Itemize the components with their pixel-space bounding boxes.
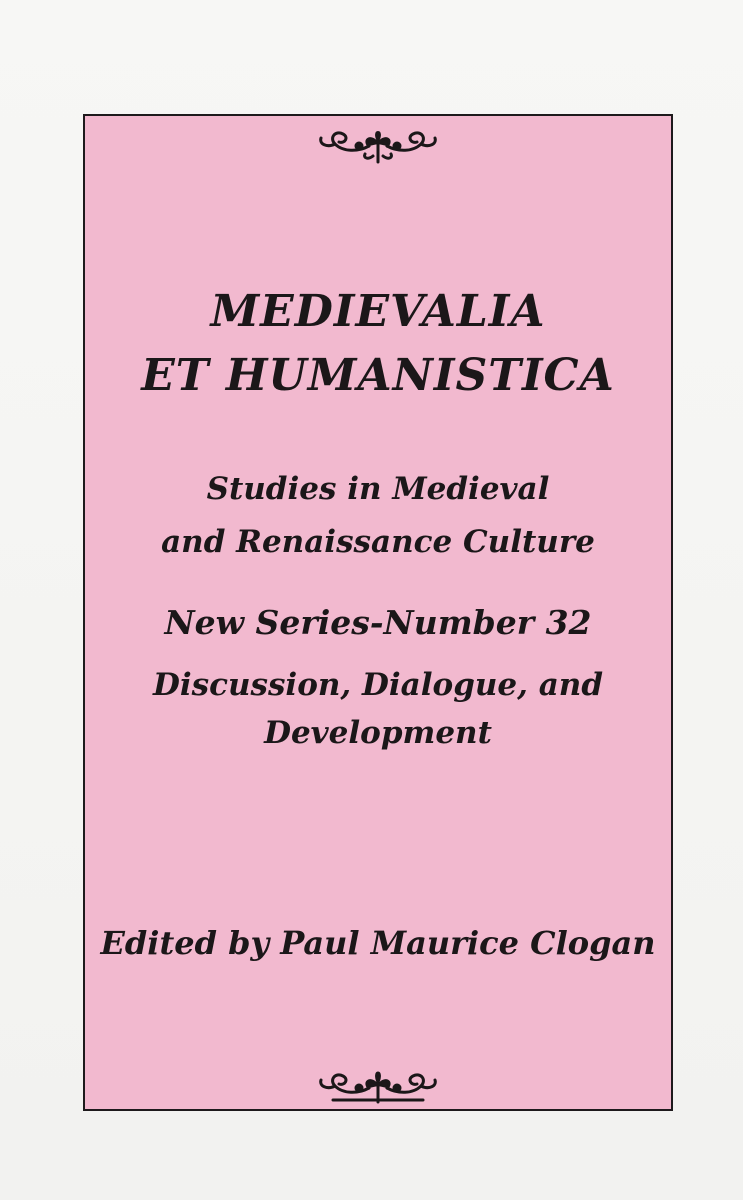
volume-title-line-1: Discussion, Dialogue, and — [152, 667, 604, 703]
subtitle-line-1: Studies in Medieval — [206, 471, 550, 507]
floral-ornament-icon — [313, 122, 443, 166]
cover-panel — [83, 114, 673, 1111]
series-title-line-2: ET HUMANISTICA — [141, 350, 615, 401]
floral-ornament-bottom-icon — [313, 1062, 443, 1106]
volume-title-line-2: Development — [264, 715, 492, 751]
subtitle-line-2: and Renaissance Culture — [161, 524, 595, 560]
series-number: New Series-Number 32 — [164, 603, 592, 642]
series-title-line-1: MEDIEVALIA — [210, 286, 546, 337]
editor-credit: Edited by Paul Maurice Clogan — [100, 924, 656, 962]
